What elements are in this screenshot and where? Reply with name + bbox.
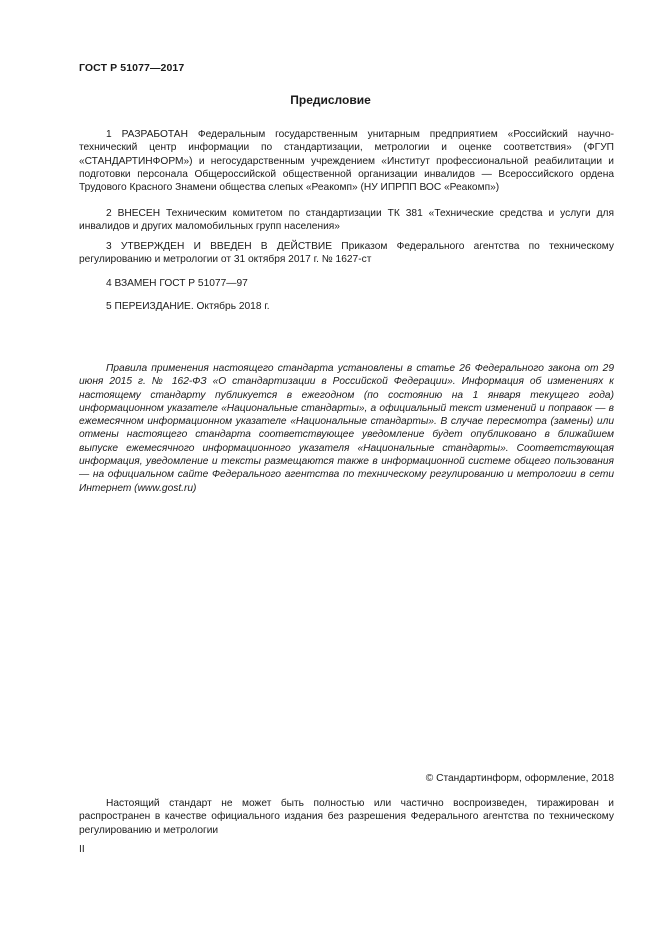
foreword-item-1: 1 РАЗРАБОТАН Федеральным государственным унитарным предприятием «Российский научно-технический центр информации по стандартизации, метрологии и оценке соответствия» (ФГУП «СТАНДАРТИНФОРМ») и негосударственным учреждением «Институт профессиональной реабилитации и подготовки персонала Общероссийской общественной организации инвалидов — Всероссийского ордена Трудового Красного Знамени общества слепых «Реакомп» (НУ ИПРПП ВОС «Реакомп») bbox=[79, 129, 614, 194]
rules-note: Правила применения настоящего стандарта установлены в статье 26 Федерального закона от 29 июня 2015 г. № 162-ФЗ «О стандартизации в Российской Федерации». Информация об изменениях к настоящему стандарту публикуется в ежегодном (по состоянию на 1 января текущего года) информационном указателе «Национальные стандарты», а официальный текст изменений и поправок — в ежемесячном информационном указателе «Национальные стандарты». В случае пересмотра (замены) или отмены настоящего стандарта соответствующее уведомление будет опубликовано в ближайшем выпуске ежемесячного информационного указателя «Национальные стандарты». Соответствующая информация, уведомление и тексты размещаются также в информационной системе общего пользования — на официальном сайте Федерального агентства по техническому регулированию и метрологии в сети Интернет (www.gost.ru) bbox=[79, 363, 614, 494]
foreword-item-4: 4 ВЗАМЕН ГОСТ Р 51077—97 bbox=[106, 278, 248, 289]
copyright: © Стандартинформ, оформление, 2018 bbox=[425, 773, 614, 784]
foreword-item-2: 2 ВНЕСЕН Техническим комитетом по стандартизации ТК 381 «Технические средства и услуги для инвалидов и других маломобильных групп населения» bbox=[79, 208, 614, 233]
page-title: Предисловие bbox=[290, 93, 371, 107]
standard-id: ГОСТ Р 51077—2017 bbox=[79, 62, 185, 74]
reproduction-notice: Настоящий стандарт не может быть полностью или частично воспроизведен, тиражирован и распространен в качестве официального издания без разрешения Федерального агентства по техническому регулированию и метрологии bbox=[79, 798, 614, 836]
foreword-item-3: 3 УТВЕРЖДЕН И ВВЕДЕН В ДЕЙСТВИЕ Приказом Федерального агентства по техническому регулированию и метрологии от 31 октября 2017 г. № 1627-ст bbox=[79, 241, 614, 266]
foreword-item-5: 5 ПЕРЕИЗДАНИЕ. Октябрь 2018 г. bbox=[106, 301, 270, 312]
page-number: II bbox=[79, 844, 85, 855]
